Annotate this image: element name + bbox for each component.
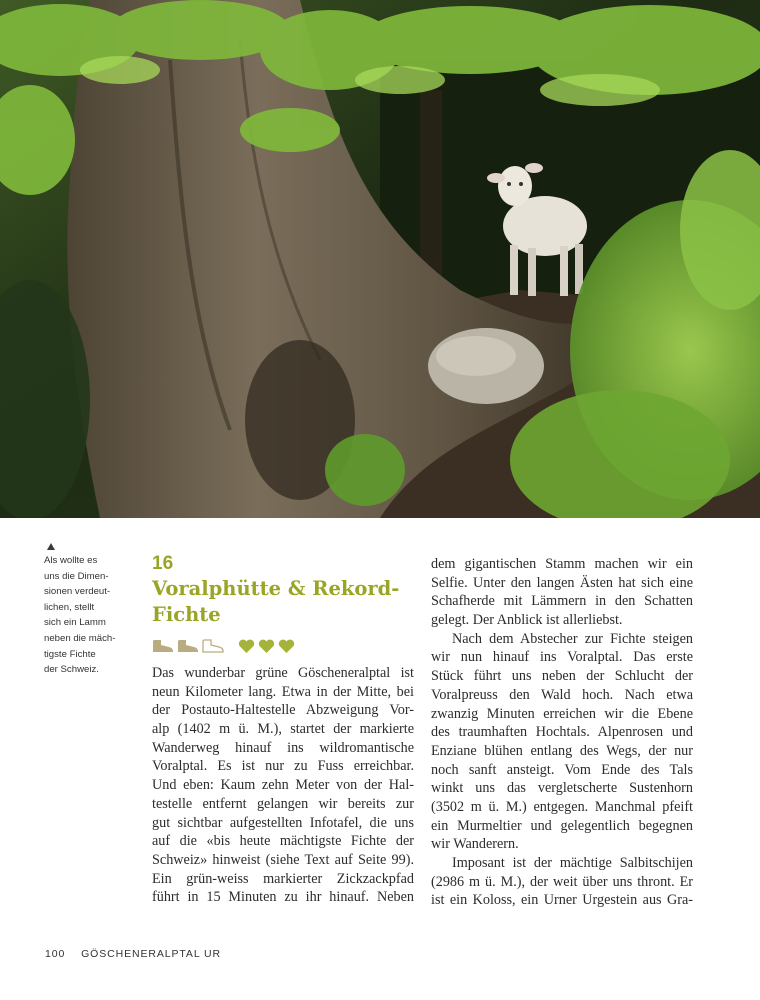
route-rating	[152, 636, 414, 656]
hiking-boot-icon	[152, 639, 174, 653]
text-line: des traumhaften Hochtals. Alpenrosen und	[431, 724, 693, 741]
difficulty-rating	[152, 639, 224, 653]
text-line: gut sichtbar aufgestellten Infotafel, die uns	[152, 814, 414, 831]
route-number: 16	[152, 553, 174, 574]
text-line: ist ein Koloss, ein Urner Urgestein aus Gra-	[431, 892, 693, 909]
caption-line: uns die Dimen-	[44, 570, 109, 582]
text-line: ein Murmeltier und gelegentlich begegnen	[431, 817, 693, 834]
text-line: Voralptal. Es ist nur zu Fuss erreichbar.	[152, 758, 414, 775]
route-title-line: Fichte	[152, 603, 221, 626]
heart-icon	[278, 639, 295, 654]
text-line: neun Kilometer lang. Etwa in der Mitte, bei	[152, 683, 414, 700]
body-text-column-2	[431, 555, 693, 910]
text-line: wir Wanderern.	[431, 836, 519, 853]
text-line: dem gigantischen Stamm machen wir ein	[431, 556, 693, 572]
heart-icon	[238, 639, 255, 654]
text-line: Und eben: Kaum zehn Meter von der Hal-	[152, 777, 414, 794]
text-column-2	[431, 555, 693, 910]
text-column-1	[152, 553, 414, 907]
caption-line: sich ein Lamm	[44, 617, 106, 629]
text-line: führt in 15 Minuten zu ihr hinauf. Neben	[152, 889, 414, 906]
text-line: (3502 m ü. M.) entgegen. Manchmal pfeift	[431, 798, 693, 815]
page-number: 100	[45, 948, 66, 960]
route-title	[152, 576, 414, 628]
text-line: Das wunderbar grüne Göscheneralptal ist	[152, 665, 414, 681]
text-line: testelle entfernt gelangen wir bereits zur	[152, 795, 414, 812]
text-line: der Postauto-Haltestelle Abzweigung Vor-	[152, 702, 414, 719]
appeal-rating	[238, 639, 295, 654]
text-line: Schafherde mit Lämmern in den Schatten	[431, 593, 693, 610]
photo-caption	[44, 543, 136, 678]
text-line: alp (1402 m ü. M.), startet der markierte	[152, 721, 414, 738]
page-footer	[45, 948, 221, 960]
heart-icon	[258, 639, 275, 654]
text-line: Wanderweg hinauf ins wildromantische	[152, 739, 414, 756]
caption-line: sionen verdeut-	[44, 586, 111, 598]
text-line: Enziane blühen entlang des Wegs, der nur	[431, 742, 693, 759]
triangle-up-icon	[47, 543, 55, 550]
text-line: (2986 m ü. M.), der weit über uns thront. Er	[431, 873, 693, 890]
text-line: Nach dem Abstecher zur Fichte steigen	[452, 630, 693, 647]
text-line: winkt uns das vergletscherte Sustenhorn	[431, 780, 693, 797]
text-line: Stück führt uns neben der Schlucht der	[431, 668, 693, 685]
route-title-line: Voralphütte & Rekord-	[152, 577, 400, 600]
text-line: noch sanft ansteigt. Vom Ende des Tals	[431, 761, 693, 778]
section-title: GÖSCHENERALPTAL UR	[81, 948, 221, 960]
text-line: zwanzig Minuten erreichen wir die Ebene	[431, 705, 693, 722]
caption-line: tigste Fichte	[44, 648, 96, 660]
text-line: Selfie. Unter den langen Ästen hat sich eine	[431, 574, 693, 591]
caption-line: lichen, stellt	[44, 601, 95, 613]
caption-line: der Schweiz.	[44, 664, 99, 676]
caption-line: Als wollte es	[44, 555, 98, 566]
text-line: Voralpreuss den Wald hoch. Nach etwa	[431, 686, 693, 703]
caption-line: neben die mäch-	[44, 632, 116, 644]
body-text-column-1	[152, 664, 414, 907]
hiking-boot-outline-icon	[202, 639, 224, 653]
text-line: gelegt. Der Anblick ist allerliebst.	[431, 612, 623, 629]
text-line: Ein grün-weiss markierter Zickzackpfad	[152, 870, 414, 887]
text-line: wir nun hinauf ins Voralptal. Das erste	[431, 649, 693, 666]
text-line: Schweiz» hinweist (siehe Text auf Seite 99).	[152, 851, 414, 868]
text-line: Imposant ist der mächtige Salbitschijen	[452, 855, 693, 871]
hiking-boot-icon	[177, 639, 199, 653]
text-line: auf die «bis heute mächtigste Fichte der	[152, 833, 414, 850]
